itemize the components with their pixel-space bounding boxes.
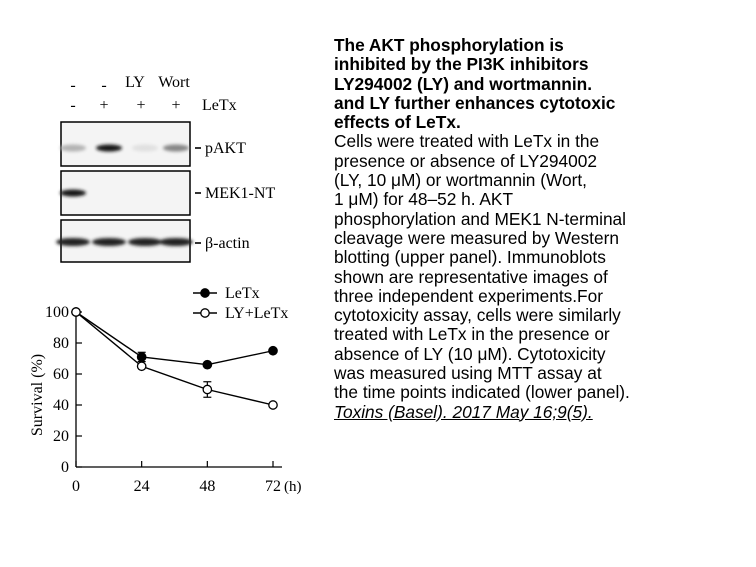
legend-marker-letx bbox=[201, 289, 209, 297]
data-point-ly-letx bbox=[72, 308, 80, 316]
y-tick-label: 80 bbox=[53, 335, 69, 352]
band-label-mek1-nt: MEK1-NT bbox=[205, 185, 276, 202]
legend-marker-ly-letx bbox=[201, 309, 209, 317]
data-point-ly-letx bbox=[269, 401, 277, 409]
band-label-pakt: pAKT bbox=[205, 140, 246, 157]
blot-band--actin-lane-4 bbox=[159, 238, 193, 246]
blot-panel-beta-actin bbox=[56, 220, 193, 262]
x-tick-label: 24 bbox=[133, 478, 150, 495]
legend-label-letx: LeTx bbox=[225, 285, 260, 302]
treatment-row-inhibitor-lane-1: - bbox=[70, 77, 76, 94]
legend bbox=[193, 285, 288, 322]
x-tick-label: 0 bbox=[72, 478, 80, 495]
blot-band--actin-lane-2 bbox=[92, 238, 126, 246]
treatment-row-letx-lane-3: + bbox=[136, 97, 146, 114]
y-tick-label: 20 bbox=[53, 428, 69, 445]
blot-band--actin-lane-3 bbox=[128, 238, 162, 246]
treatment-row-inhibitor-lane-3: LY bbox=[125, 74, 145, 91]
series-line-ly-letx bbox=[76, 312, 273, 405]
blot-band--actin-lane-1 bbox=[56, 238, 90, 246]
data-point-letx bbox=[269, 347, 277, 355]
y-tick-label: 60 bbox=[53, 366, 69, 383]
data-point-ly-letx bbox=[203, 385, 211, 393]
data-point-letx bbox=[203, 361, 211, 369]
blot-band-pakt-lane-3 bbox=[132, 145, 158, 152]
x-axis-unit: (h) bbox=[284, 479, 302, 495]
survival-chart bbox=[29, 285, 302, 495]
y-axis-label: Survival (%) bbox=[29, 353, 46, 437]
treatment-row-letx-label: LeTx bbox=[202, 97, 237, 114]
blot-band-pakt-lane-2 bbox=[96, 145, 122, 152]
legend-label-ly-letx: LY+LeTx bbox=[225, 305, 289, 322]
caption-body: Cells were treated with LeTx in the presence or absence of LY294002 (LY, 10 μM) or wortmannin (Wort, 1 μM) for 48–52 h. AKT phosphorylation and MEK1 N-terminal cleavage were measured by Western blotting (upper panel). Immunoblots shown are representative images of three independent experiments.For cytotoxicity assay, cells were similarly treated with LeTx in the presence or absence of LY (10 μM). Cytotoxicity was measured using MTT assay at the time points indicated (lower panel). bbox=[334, 131, 630, 403]
band-label-beta-actin: β-actin bbox=[205, 235, 250, 252]
blot-band-pakt-lane-1 bbox=[60, 145, 86, 152]
treatment-row-letx-lane-4: + bbox=[171, 97, 181, 114]
treatment-row-letx-lane-1: - bbox=[70, 97, 76, 114]
x-tick-label: 72 bbox=[265, 478, 281, 495]
data-point-letx bbox=[137, 353, 145, 361]
treatment-row-inhibitor-lane-2: - bbox=[101, 77, 107, 94]
figure-caption bbox=[334, 36, 754, 422]
x-tick-label: 48 bbox=[199, 478, 216, 495]
y-tick-label: 100 bbox=[45, 304, 69, 321]
treatment-row-inhibitor-lane-4: Wort bbox=[158, 74, 190, 91]
blot-panel-pakt bbox=[60, 122, 190, 166]
blot-band-pakt-lane-4 bbox=[163, 145, 189, 152]
y-tick-label: 40 bbox=[53, 397, 69, 414]
figure-panel bbox=[0, 0, 330, 567]
y-tick-label: 0 bbox=[61, 459, 69, 476]
data-point-ly-letx bbox=[137, 362, 145, 370]
blot-band-mek1-nt-lane-1 bbox=[60, 190, 86, 197]
caption-title: The AKT phosphorylation is inhibited by the PI3K inhibitors LY294002 (LY) and wortmannin. and LY further enhances cytotoxic effects of LeTx. bbox=[334, 35, 616, 133]
blot-panel-mek1-nt bbox=[60, 171, 190, 215]
treatment-row-letx-lane-2: + bbox=[99, 97, 109, 114]
caption-citation[interactable]: Toxins (Basel). 2017 May 16;9(5). bbox=[334, 401, 593, 422]
